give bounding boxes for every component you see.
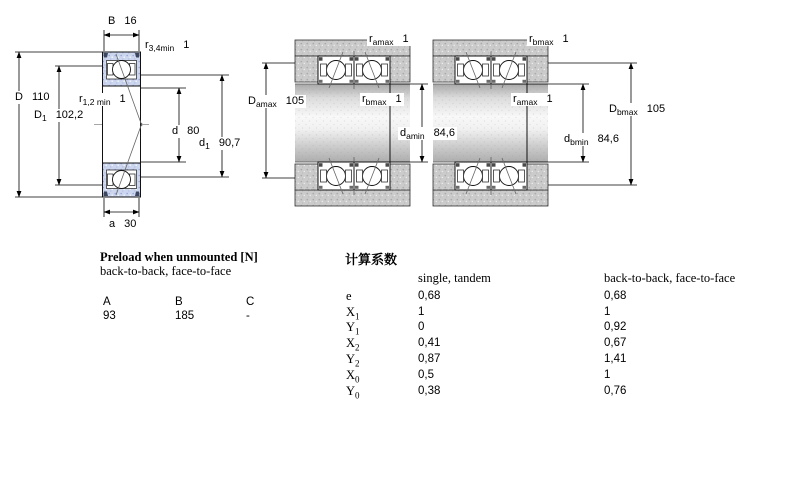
preload-table-title: Preload when unmounted [N] [100, 250, 258, 264]
factors-row-X1-label: $X_1$ [346, 305, 360, 322]
factors-row-e-v2: 0,68 [604, 290, 627, 302]
bearing-pair-bottom [318, 157, 390, 195]
pair-arrangement-figure-a [262, 40, 428, 206]
bearing-pair-top [455, 51, 527, 89]
factors-row-X1-v1: 1 [418, 306, 425, 318]
preload-value-C: - [246, 310, 250, 322]
dim-label-ramax-a: $r_{amax}$ 1 [369, 33, 409, 48]
dim-Dbmax [548, 63, 637, 185]
factors-row-X2-v2: 0,67 [604, 337, 627, 349]
dim-D1 [55, 66, 102, 185]
dim-a [104, 198, 139, 217]
dim-label-D: D 110 [15, 91, 50, 103]
dim-label-damin: $d_{amin}$ 84,6 [400, 127, 455, 142]
preload-value-A: 93 [103, 310, 116, 322]
dim-label-B: B 16 [108, 15, 137, 27]
factors-row-e-v1: 0,68 [418, 290, 441, 302]
factors-row-X2-v1: 0,41 [418, 337, 441, 349]
factors-row-Y0-label: $Y_0$ [346, 384, 360, 401]
factors-row-X1-v2: 1 [604, 306, 611, 318]
factors-row-Y0-v2: 0,76 [604, 385, 627, 397]
pair-arrangement-figure-b [433, 40, 637, 206]
dim-D [15, 52, 102, 197]
dim-B [104, 30, 139, 51]
dim-label-dbmin: $d_{bmin}$ 84,6 [564, 133, 619, 148]
bearing-pair-top [318, 51, 390, 89]
dim-label-a: a 30 [109, 218, 137, 230]
factors-row-Y0-v1: 0,38 [418, 385, 441, 397]
bearing-pair-bottom [455, 157, 527, 195]
factors-row-Y1-v1: 0 [418, 321, 425, 333]
factors-table-title: 计算系数 [345, 252, 398, 267]
dim-label-r34min: $r_{3,4min}$ 1 [145, 39, 190, 54]
dim-label-Damax: $D_{amax}$ 105 [248, 95, 305, 110]
factors-row-Y1-v2: 0,92 [604, 321, 627, 333]
preload-value-B: 185 [175, 310, 195, 322]
factors-col1-header: single, tandem [418, 271, 491, 285]
factors-row-Y1-label: $Y_1$ [346, 320, 360, 337]
dim-label-ramax-b: $r_{amax}$ 1 [513, 93, 553, 108]
factors-row-X0-v1: 0,5 [418, 369, 434, 381]
factors-row-X0-v2: 1 [604, 369, 611, 381]
preload-col-B: B [175, 296, 183, 308]
factors-row-Y2-label: $Y_2$ [346, 352, 360, 369]
preload-col-C: C [246, 296, 255, 308]
dim-label-r12min: $r_{1,2 min}$ 1 [79, 93, 126, 108]
dim-label-d: d 80 [172, 125, 200, 137]
preload-table-subtitle: back-to-back, face-to-face [100, 264, 232, 278]
factors-row-Y2-v2: 1,41 [604, 353, 627, 365]
factors-row-X0-label: $X_0$ [346, 368, 360, 385]
factors-col2-header: back-to-back, face-to-face [604, 271, 736, 285]
bearing-body [103, 52, 143, 197]
dim-label-Dbmax: $D_{bmax}$ 105 [609, 103, 666, 118]
dim-Damax [262, 63, 295, 178]
preload-col-A: A [103, 296, 111, 308]
dim-label-rbmax-b: $r_{bmax}$ 1 [529, 33, 569, 48]
dim-label-d1: $d_1$ 90,7 [199, 137, 241, 152]
factors-row-e-label: e [346, 289, 352, 303]
dim-label-rbmax-a: $r_{bmax}$ 1 [362, 93, 402, 108]
factors-row-Y2-v1: 0,87 [418, 353, 441, 365]
factors-row-X2-label: $X_2$ [346, 336, 360, 353]
single-bearing-cross-section [15, 30, 229, 217]
dim-label-D1: $D_1$ 102,2 [34, 109, 84, 124]
